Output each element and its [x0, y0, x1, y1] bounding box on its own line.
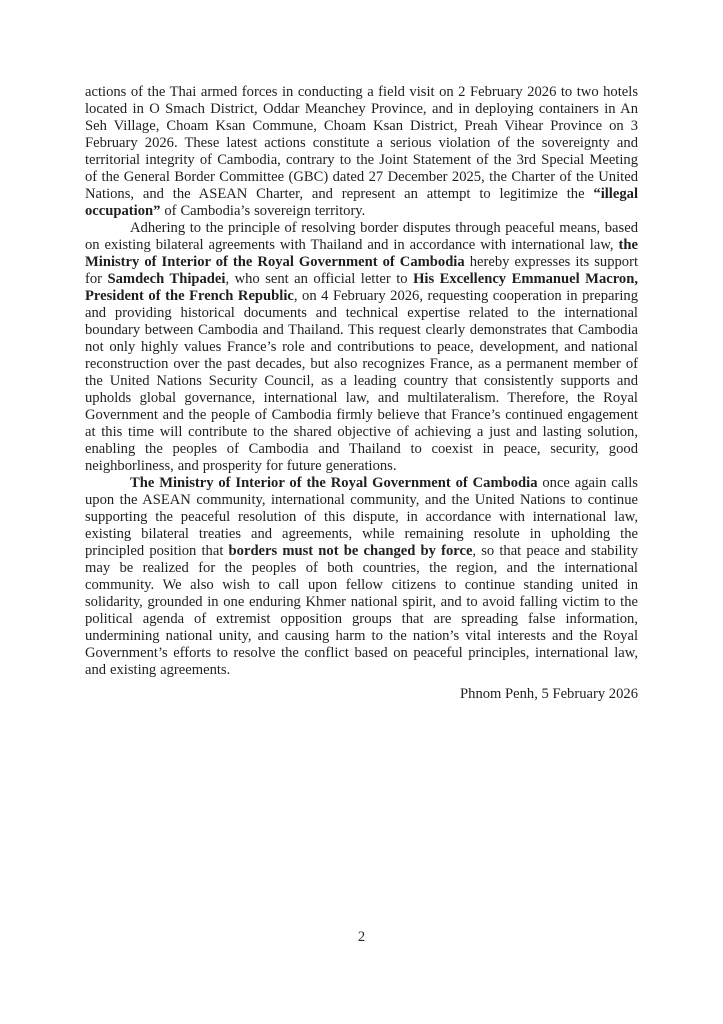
text-run: of Cambodia’s sovereign territory. — [160, 203, 366, 219]
text-run: Adhering to the principle of resolving border disputes through peaceful means, based on existing bilateral agreements with Thailand and in accordance with international law, — [85, 220, 638, 253]
bold-text-run: “illegal occupation” — [85, 186, 638, 219]
text-run: actions of the Thai armed forces in conducting a field visit on 2 February 2026 to two hotels located in O Smach District, Oddar Meanchey Province, and in deploying containers in An Seh Village, Choam Ksan Commune, Choam Ksan District, Preah Vihear Province on 3 February 2026. These latest actions constitute a serious violation of the sovereignty and territorial integrity of Cambodia, contrary to the Joint Statement of the 3rd Special Meeting of the General Border Committee (GBC) dated 27 December 2025, the Charter of the United Nations, and the ASEAN Charter, and represent an attempt to legitimize the — [85, 84, 638, 202]
bold-text-run: The Ministry of Interior of the Royal Government of Cambodia — [130, 475, 538, 491]
date-line: Phnom Penh, 5 February 2026 — [460, 686, 638, 702]
bold-text-run: His Excellency Emmanuel Macron, President of the French Republic — [85, 271, 638, 304]
text-run: hereby expresses its support for — [85, 254, 639, 287]
paragraph — [85, 220, 638, 475]
paragraph — [85, 84, 638, 220]
text-run: once again calls upon the ASEAN community, international community, and the United Nations to continue supporting the peaceful resolution of this dispute, in accordance with international law, existing bilateral treaties and agreements, while remaining resolute in upholding the principled position that — [85, 475, 638, 559]
bold-text-run: the Ministry of Interior of the Royal Government of Cambodia — [85, 237, 638, 270]
bold-text-run: borders must not be changed by force — [228, 543, 473, 559]
text-run: , on 4 February 2026, requesting cooperation in preparing and providing historical documents and technical expertise related to the international boundary between Cambodia and Thailand. This request clearly demonstrates that Cambodia not only highly values France’s role and contributions to peace, development, and national reconstruction over the past decades, but also recognizes France, as a permanent member of the United Nations Security Council, as a leading country that consistently supports and upholds global governance, international law, and multilateralism. Therefore, the Royal Government and the people of Cambodia firmly believe that France’s continued engagement at this time will contribute to the shared objective of achieving a just and lasting solution, enabling the peoples of Cambodia and Thailand to coexist in peace, security, good neighborliness, and prosperity for future generations. — [85, 288, 638, 474]
document-body — [85, 84, 638, 679]
text-run: , who sent an official letter to — [225, 271, 414, 287]
bold-text-run: Samdech Thipadei — [107, 271, 226, 287]
text-run: , so that peace and stability may be realized for the peoples of both countries, the region, and the international community. We also wish to call upon fellow citizens to continue standing united in solidarity, grounded in one enduring Khmer national spirit, and to avoid falling victim to the political agenda of extremist opposition groups that are spreading false information, undermining national unity, and causing harm to the nation’s vital interests and the Royal Government’s efforts to resolve the conflict based on peaceful principles, international law, and existing agreements. — [85, 543, 638, 678]
paragraph — [85, 475, 638, 679]
page-number: 2 — [357, 929, 366, 945]
